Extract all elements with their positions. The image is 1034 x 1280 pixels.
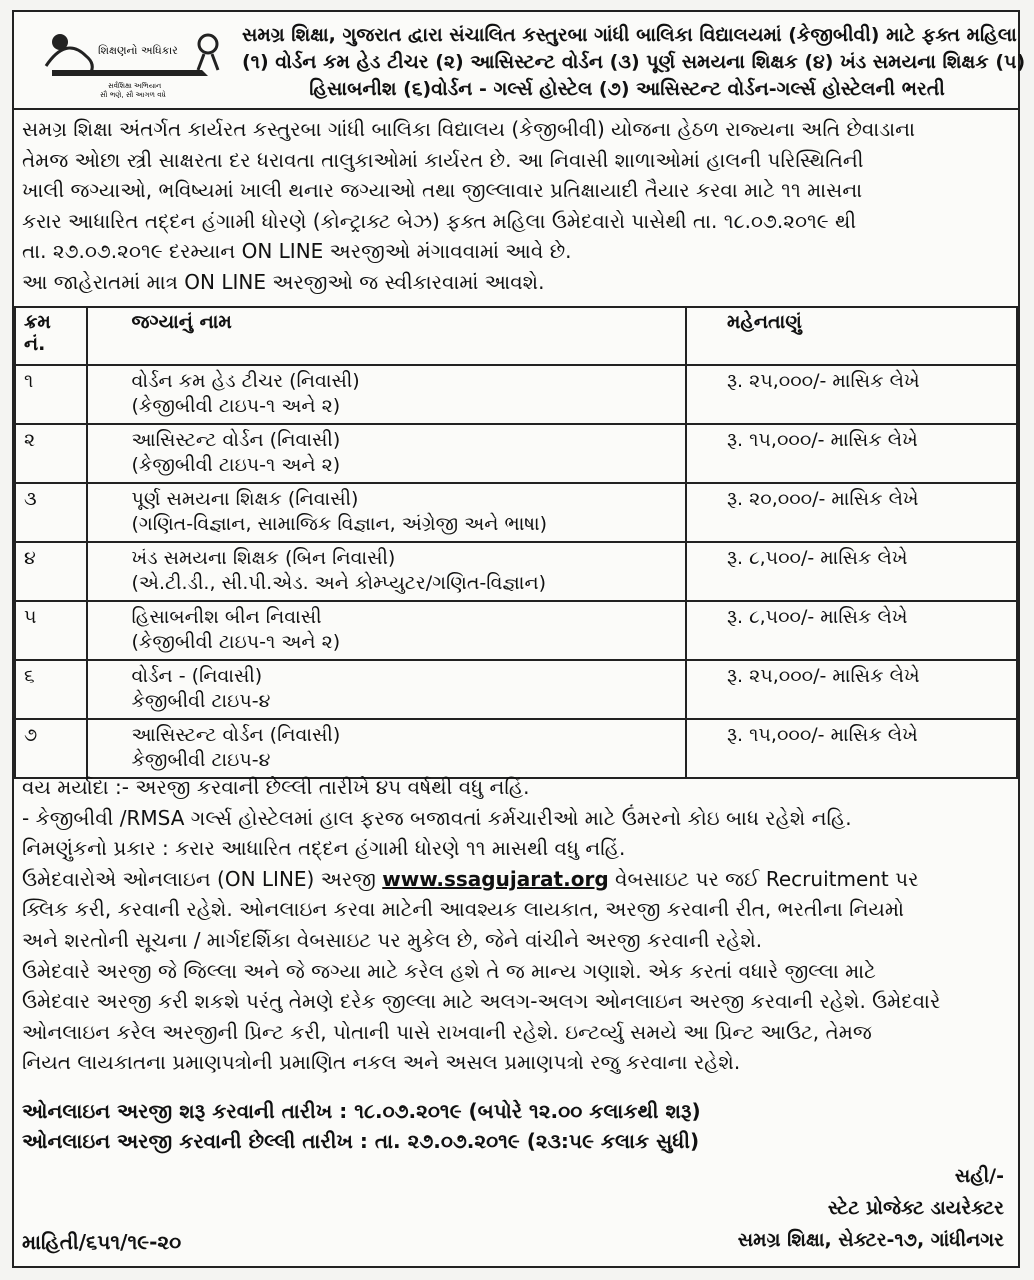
cell-no: ૫ (15, 601, 87, 660)
post-name: પૂર્ણ સમયના શિક્ષક (નિવાસી) (131, 488, 359, 510)
intro-line: ખાલી જગ્યાઓ, ભવિષ્યમાં ખાલી થનાર જગ્યાઓ તથા જીલ્લાવાર પ્રતિક્ષાયાદી તૈયાર કરવા માટે ૧૧ માસના (22, 178, 863, 202)
note-line: નિમણુંકનો પ્રકાર : કરાર આધારિત તદ્દન હંગામી ધોરણે ૧૧ માસથી વધુ નહિં. (22, 836, 626, 861)
note-line: અને શરતોની સૂચના / માર્ગદર્શિકા વેબસાઇટ પર મુકેલ છે, જેને વાંચીને અરજી કરવાની રહેશે. (22, 927, 763, 952)
cell-no: ૬ (15, 660, 87, 719)
sign-line: સ્ટેટ પ્રોજેક્ટ ડાયરેક્ટર (827, 1197, 1004, 1219)
table-header-row (15, 307, 1017, 365)
post-sub: કેજીબીવી ટાઇપ-૪ (131, 749, 271, 771)
header-line-2: (૧) વોર્ડન કમ હેડ ટીચર (૨) આસિસ્ટન્ટ વોર્ડન (૩) પૂર્ણ સમયના શિક્ષક (૪) ખંડ સમયના શિક્ષક (૫) (242, 51, 1026, 73)
end-date: ઓનલાઇન અરજી કરવાની છેલ્લી તારીખ : તા. ૨૭.૦૭.૨૦૧૯ (૨૩:૫૯ કલાક સુધી) (22, 1129, 700, 1153)
cell-post (87, 601, 686, 660)
post-name: હિસાબનીશ બીન નિવાસી (131, 606, 322, 628)
signature-block (738, 1160, 1004, 1256)
website-link[interactable]: www.ssagujarat.org (382, 866, 609, 891)
cell-no: ૪ (15, 542, 87, 601)
header-line-1: સમગ્ર શિક્ષા, ગુજરાત દ્વારા સંચાલિત કસ્તુરબા ગાંધી બાલિકા વિદ્યાલયમાં (કેજીબીવી) માટે ફક્ત મહિલા (242, 24, 1017, 46)
post-name: આસિસ્ટન્ટ વોર્ડન (નિવાસી) (131, 724, 341, 746)
post-sub: (એ.ટી.ડી., સી.પી.એડ. અને કોમ્પ્યુટર/ગણિત-વિજ્ઞાન) (131, 572, 547, 594)
dates-section (22, 1096, 1012, 1156)
post-sub: કેજીબીવી ટાઇપ-૪ (131, 690, 271, 712)
header-line-3: હિસાબનીશ (૬)વોર્ડન - ગર્લ્સ હોસ્ટેલ (૭) આસિસ્ટન્ટ વોર્ડન-ગર્લ્સ હોસ્ટેલની ભરતી (309, 78, 945, 100)
post-name: વોર્ડન કમ હેડ ટીચર (નિવાસી) (131, 370, 360, 392)
logo-sub1: સર્વશિક્ષા અભિયાન (108, 82, 162, 90)
note-text: વેબસાઇટ પર જઈ Recruitment પર (608, 866, 919, 891)
table-row (15, 719, 1017, 778)
posts-table (14, 306, 1018, 779)
start-date: ઓનલાઇન અરજી શરૂ કરવાની તારીખ : ૧૮.૦૭.૨૦૧૯ (બપોરે ૧૨.૦૦ કલાકથી શરૂ) (22, 1099, 701, 1123)
note-line: ક્લિક કરી, કરવાની રહેશે. ઓનલાઇન કરવા માટેની આવશ્યક લાયકાત, અરજી કરવાની રીત, ભરતીના નિયમો (22, 897, 905, 922)
post-name: આસિસ્ટન્ટ વોર્ડન (નિવાસી) (131, 429, 341, 451)
table-row (15, 365, 1017, 424)
cell-post (87, 660, 686, 719)
ssa-logo-icon (38, 22, 228, 100)
note-line: ઓનલાઇન કરેલ અરજીની પ્રિન્ટ કરી, પોતાની પાસે રાખવાની રહેશે. ઇન્ટર્વ્યુ સમયે આ પ્રિન્ટ આઉટ, તેમજ (22, 1019, 872, 1044)
table-row (15, 424, 1017, 483)
cell-pay: રૂ. ૧૫,૦૦૦/- માસિક લેખે (686, 719, 1017, 778)
cell-no: ૨ (15, 424, 87, 483)
intro-line: સમગ્ર શિક્ષા અંતર્ગત કાર્યરત કસ્તુરબા ગાંધી બાલિકા વિદ્યાલય (કેજીબીવી) યોજના હેઠળ રાજ્યના અતિ છેવાડાના (22, 117, 915, 141)
cell-no: ૩ (15, 483, 87, 542)
advertisement-page (12, 10, 1026, 1268)
note-text: ઉમેદવારોએ ઓનલાઇન (ON LINE) અરજી (22, 866, 383, 891)
cell-no: ૧ (15, 365, 87, 424)
post-sub: (કેજીબીવી ટાઇપ-૧ અને ૨) (131, 631, 341, 653)
cell-no: ૭ (15, 719, 87, 778)
cell-pay: રૂ. ૨૫,૦૦૦/- માસિક લેખે (686, 660, 1017, 719)
note-line: ઉમેદવાર અરજી કરી શકશે પરંતુ તેમણે દરેક જીલ્લા માટે અલગ-અલગ ઓનલાઇન અરજી કરવાની રહેશે. ઉમેદવારે (22, 989, 941, 1014)
intro-line: તા. ૨૭.૦૭.૨૦૧૯ દરમ્યાન ON LINE અરજીઓ મંગાવવામાં આવે છે. (22, 239, 572, 263)
col-header-no: ક્રમ નં. (15, 307, 87, 365)
cell-pay: રૂ. ૧૫,૦૦૦/- માસિક લેખે (686, 424, 1017, 483)
intro-paragraph (22, 114, 1012, 297)
table-row (15, 542, 1017, 601)
cell-post (87, 365, 686, 424)
cell-post (87, 483, 686, 542)
cell-pay: રૂ. ૮,૫૦૦/- માસિક લેખે (686, 601, 1017, 660)
intro-line: કરાર આધારિત તદ્દન હંગામી ધોરણે (કોન્ટ્રાક્ટ બેઝ) ફક્ત મહિલા ઉમેદવારો પાસેથી તા. ૧૮.૦૭.૨૦૧૯ થી (22, 208, 857, 233)
logo-sub2: સૌ ભણે, સૌ આગળ વધે (100, 91, 166, 99)
post-name: ખંડ સમયના શિક્ષક (બિન નિવાસી) (131, 547, 396, 569)
table-row (15, 660, 1017, 719)
cell-post (87, 542, 686, 601)
sign-line: સહી/- (954, 1165, 1004, 1187)
table-row (15, 483, 1017, 542)
post-name: વોર્ડન - (નિવાસી) (131, 665, 263, 687)
table-row (15, 601, 1017, 660)
note-line: વય મર્યાદા :- અરજી કરવાની છેલ્લી તારીખે ૪૫ વર્ષથી વધુ નહિં. (22, 775, 530, 799)
post-sub: (કેજીબીવી ટાઇપ-૧ અને ૨) (131, 395, 341, 417)
header-title (242, 22, 1026, 103)
cell-post (87, 424, 686, 483)
logo-title: શિક્ષણનો અધિકાર (98, 44, 178, 57)
sign-line: સમગ્ર શિક્ષા, સેક્ટર-૧૭, ગાંધીનગર (737, 1229, 1004, 1251)
intro-line: તેમજ ઓછા સ્ત્રી સાક્ષરતા દર ધરાવતા તાલુકાઓમાં કાર્યરત છે. આ નિવાસી શાળાઓમાં હાલની પરિસ્થિતિની (22, 147, 864, 172)
col-header-post: જગ્યાનું નામ (87, 307, 686, 365)
cell-pay: રૂ. ૮,૫૦૦/- માસિક લેખે (686, 542, 1017, 601)
header (14, 12, 1026, 110)
note-line: નિયત લાયકાતના પ્રમાણપત્રોની પ્રમાણિત નકલ અને અસલ પ્રમાણપત્રો રજુ કરવાના રહેશે. (22, 1050, 741, 1075)
reference-number: માહિતી/૬૫૧/૧૯-૨૦ (22, 1230, 182, 1254)
note-line: ઉમેદવારે અરજી જે જિલ્લા અને જે જગ્યા માટે કરેલ હશે તે જ માન્ય ગણાશે. એક કરતાં વધારે જીલ્લા માટે (22, 958, 876, 983)
intro-line: આ જાહેરાતમાં માત્ર ON LINE અરજીઓ જ સ્વીકારવામાં આવશે. (22, 269, 545, 294)
notes-section (22, 772, 1012, 1078)
col-header-pay: મહેનતાણું (686, 307, 1017, 365)
cell-post (87, 719, 686, 778)
cell-pay: રૂ. ૨૦,૦૦૦/- માસિક લેખે (686, 483, 1017, 542)
post-sub: (કેજીબીવી ટાઇપ-૧ અને ૨) (131, 454, 341, 476)
post-sub: (ગણિત-વિજ્ઞાન, સામાજિક વિજ્ઞાન, અંગ્રેજી અને ભાષા) (131, 513, 548, 535)
note-line (22, 864, 1012, 895)
cell-pay: રૂ. ૨૫,૦૦૦/- માસિક લેખે (686, 365, 1017, 424)
note-line: - કેજીબીવી /RMSA ગર્લ્સ હોસ્ટેલમાં હાલ ફરજ બજાવતાં કર્મચારીઓ માટે ઉંમરનો કોઇ બાધ રહેશે નહિ. (22, 805, 852, 830)
